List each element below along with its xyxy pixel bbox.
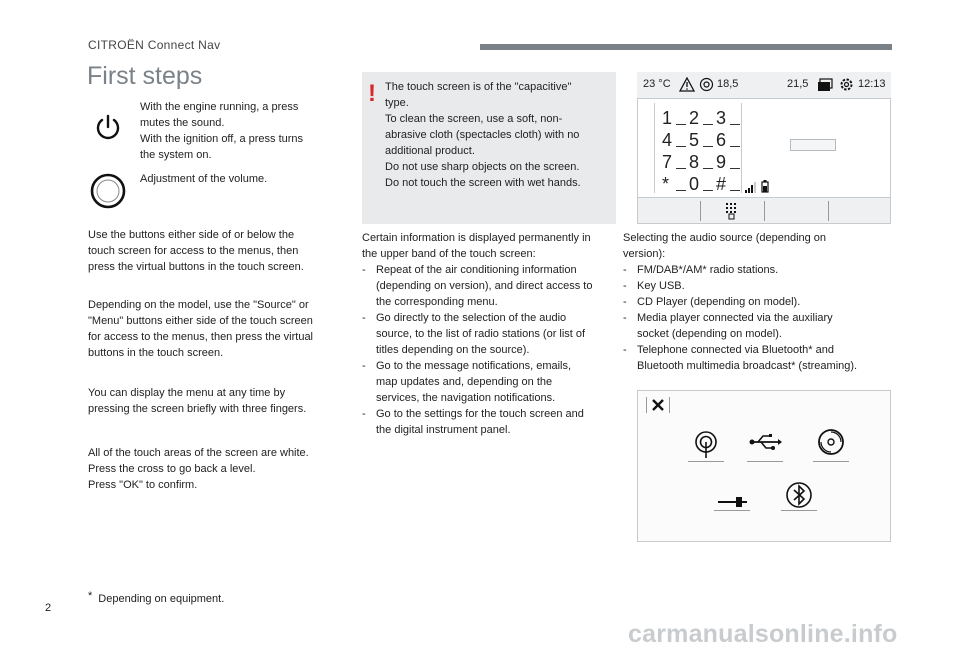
footnote: * Depending on equipment. [88, 590, 225, 605]
cd-icon [813, 424, 849, 460]
close-divider [669, 397, 670, 413]
radio-source-icon [699, 77, 714, 92]
cd-underline [813, 461, 849, 462]
messages-icon [817, 78, 833, 92]
key-2: 2 [689, 108, 700, 128]
paragraph-source-menu: Depending on the model, use the "Source" or "Menu" buttons either side of the touch screen for access to the menus, then press the virtual buttons in the touch screen. [88, 299, 314, 359]
list-item: - Go directly to the selection of the audio source, to the list of radio stations (or list of titles depending on the source). [362, 310, 622, 358]
aux-underline [714, 510, 750, 511]
warning-icon: ! [368, 80, 376, 107]
usb-underline [747, 461, 783, 462]
lower-band-divider [764, 201, 765, 221]
key-9: 9 [716, 152, 727, 172]
paragraph-three-fingers: You can display the menu at any time by pressing the screen briefly with three fingers. [88, 387, 307, 415]
signal-icon [744, 181, 758, 193]
bluetooth-underline [781, 510, 817, 511]
screen-upper-band [637, 72, 891, 99]
screen-lower-band [638, 197, 890, 223]
volume-knob-icon [90, 173, 126, 209]
radio-underline [688, 461, 724, 462]
key-3: 3 [716, 108, 727, 128]
list-item: - Key USB. [623, 278, 903, 294]
key-5: 5 [689, 130, 700, 150]
keypad-grid-icon [725, 202, 739, 220]
key-0: 0 [689, 174, 700, 194]
left-value: 18,5 [717, 78, 739, 90]
upper-band-info: Certain information is displayed permanently in the upper band of the touch screen: - Repeat of the air conditioning information (depending on version), and direct access to the corresponding menu. - Go directly to the selection of the audio source, to the list of radio stations (or list of titles depending on the source). - Go to the message notifications, emails, map updates and, depending on the services, the navigation notifications. - Go to the settings for the touch screen and the digital instrument panel. [362, 230, 622, 438]
phone-keypad [657, 105, 741, 195]
list-item: - Go to the settings for the touch screen and the digital instrument panel. [362, 406, 622, 438]
power-icon [94, 113, 122, 141]
header-title: CITROËN Connect Nav [88, 38, 221, 52]
header-bar [480, 44, 892, 50]
paragraph-touch-areas: All of the touch areas of the screen are white. Press the cross to go back a level. Press "OK" to confirm. [88, 447, 309, 491]
key-8: 8 [689, 152, 700, 172]
list-item: - CD Player (depending on model). [623, 294, 903, 310]
list-item: - FM/DAB*/AM* radio stations. [623, 262, 903, 278]
keypad-divider-right [741, 103, 742, 193]
close-icon [651, 398, 665, 412]
settings-icon [839, 77, 854, 92]
battery-icon [761, 180, 769, 193]
key-4: 4 [662, 130, 673, 150]
lower-band-divider [700, 201, 701, 221]
key-hash: # [716, 174, 727, 194]
volume-description: Adjustment of the volume. [140, 173, 268, 185]
page-number: 2 [45, 602, 52, 614]
paragraph-buttons: Use the buttons either side of or below the touch screen for access to the menus, then press the virtual buttons in the touch screen. [88, 229, 304, 273]
alert-icon [679, 77, 695, 92]
keypad-divider-left [654, 103, 655, 193]
lower-band-divider [828, 201, 829, 221]
warning-text: The touch screen is of the "capacitive" type. To clean the screen, use a soft, non- abrasive cloth (spectacles cloth) with no additional product. Do not use sharp objects on the screen. Do not touch the screen with wet hands. [385, 81, 581, 189]
power-description: With the engine running, a press mutes the sound. With the ignition off, a press turns the system on. [140, 101, 304, 161]
key-7: 7 [662, 152, 673, 172]
list-item: - Repeat of the air conditioning information (depending on version), and direct access to the corresponding menu. [362, 262, 622, 310]
section-title: First steps [87, 62, 203, 90]
list-item: - Go to the message notifications, emails, map updates and, depending on the services, the navigation notifications. [362, 358, 622, 406]
media-source-illustration [637, 390, 891, 542]
list-item: - Media player connected via the auxiliary socket (depending on model). [623, 310, 903, 342]
clock-time: 12:13 [858, 78, 886, 90]
key-1: 1 [662, 108, 673, 128]
temperature-readout: 23 °C [643, 78, 671, 90]
usb-icon [747, 424, 783, 460]
key-6: 6 [716, 130, 727, 150]
audio-source-info: Selecting the audio source (depending on version): - FM/DAB*/AM* radio stations. - Key USB. - CD Player (depending on model). - Media player connected via the auxiliary socket (depending on model). - Telephone connected via Bluetooth* and Bluetooth multimedia broadcast* (streaming). [623, 230, 903, 374]
key-star: * [662, 174, 670, 194]
list-item: - Telephone connected via Bluetooth* and Bluetooth multimedia broadcast* (streaming). [623, 342, 903, 374]
bluetooth-icon [781, 477, 817, 513]
radio-icon [688, 424, 724, 460]
close-divider [646, 397, 647, 413]
display-field [790, 139, 836, 151]
watermark: carmanualsonline.info [628, 620, 898, 648]
right-value: 21,5 [787, 78, 809, 90]
